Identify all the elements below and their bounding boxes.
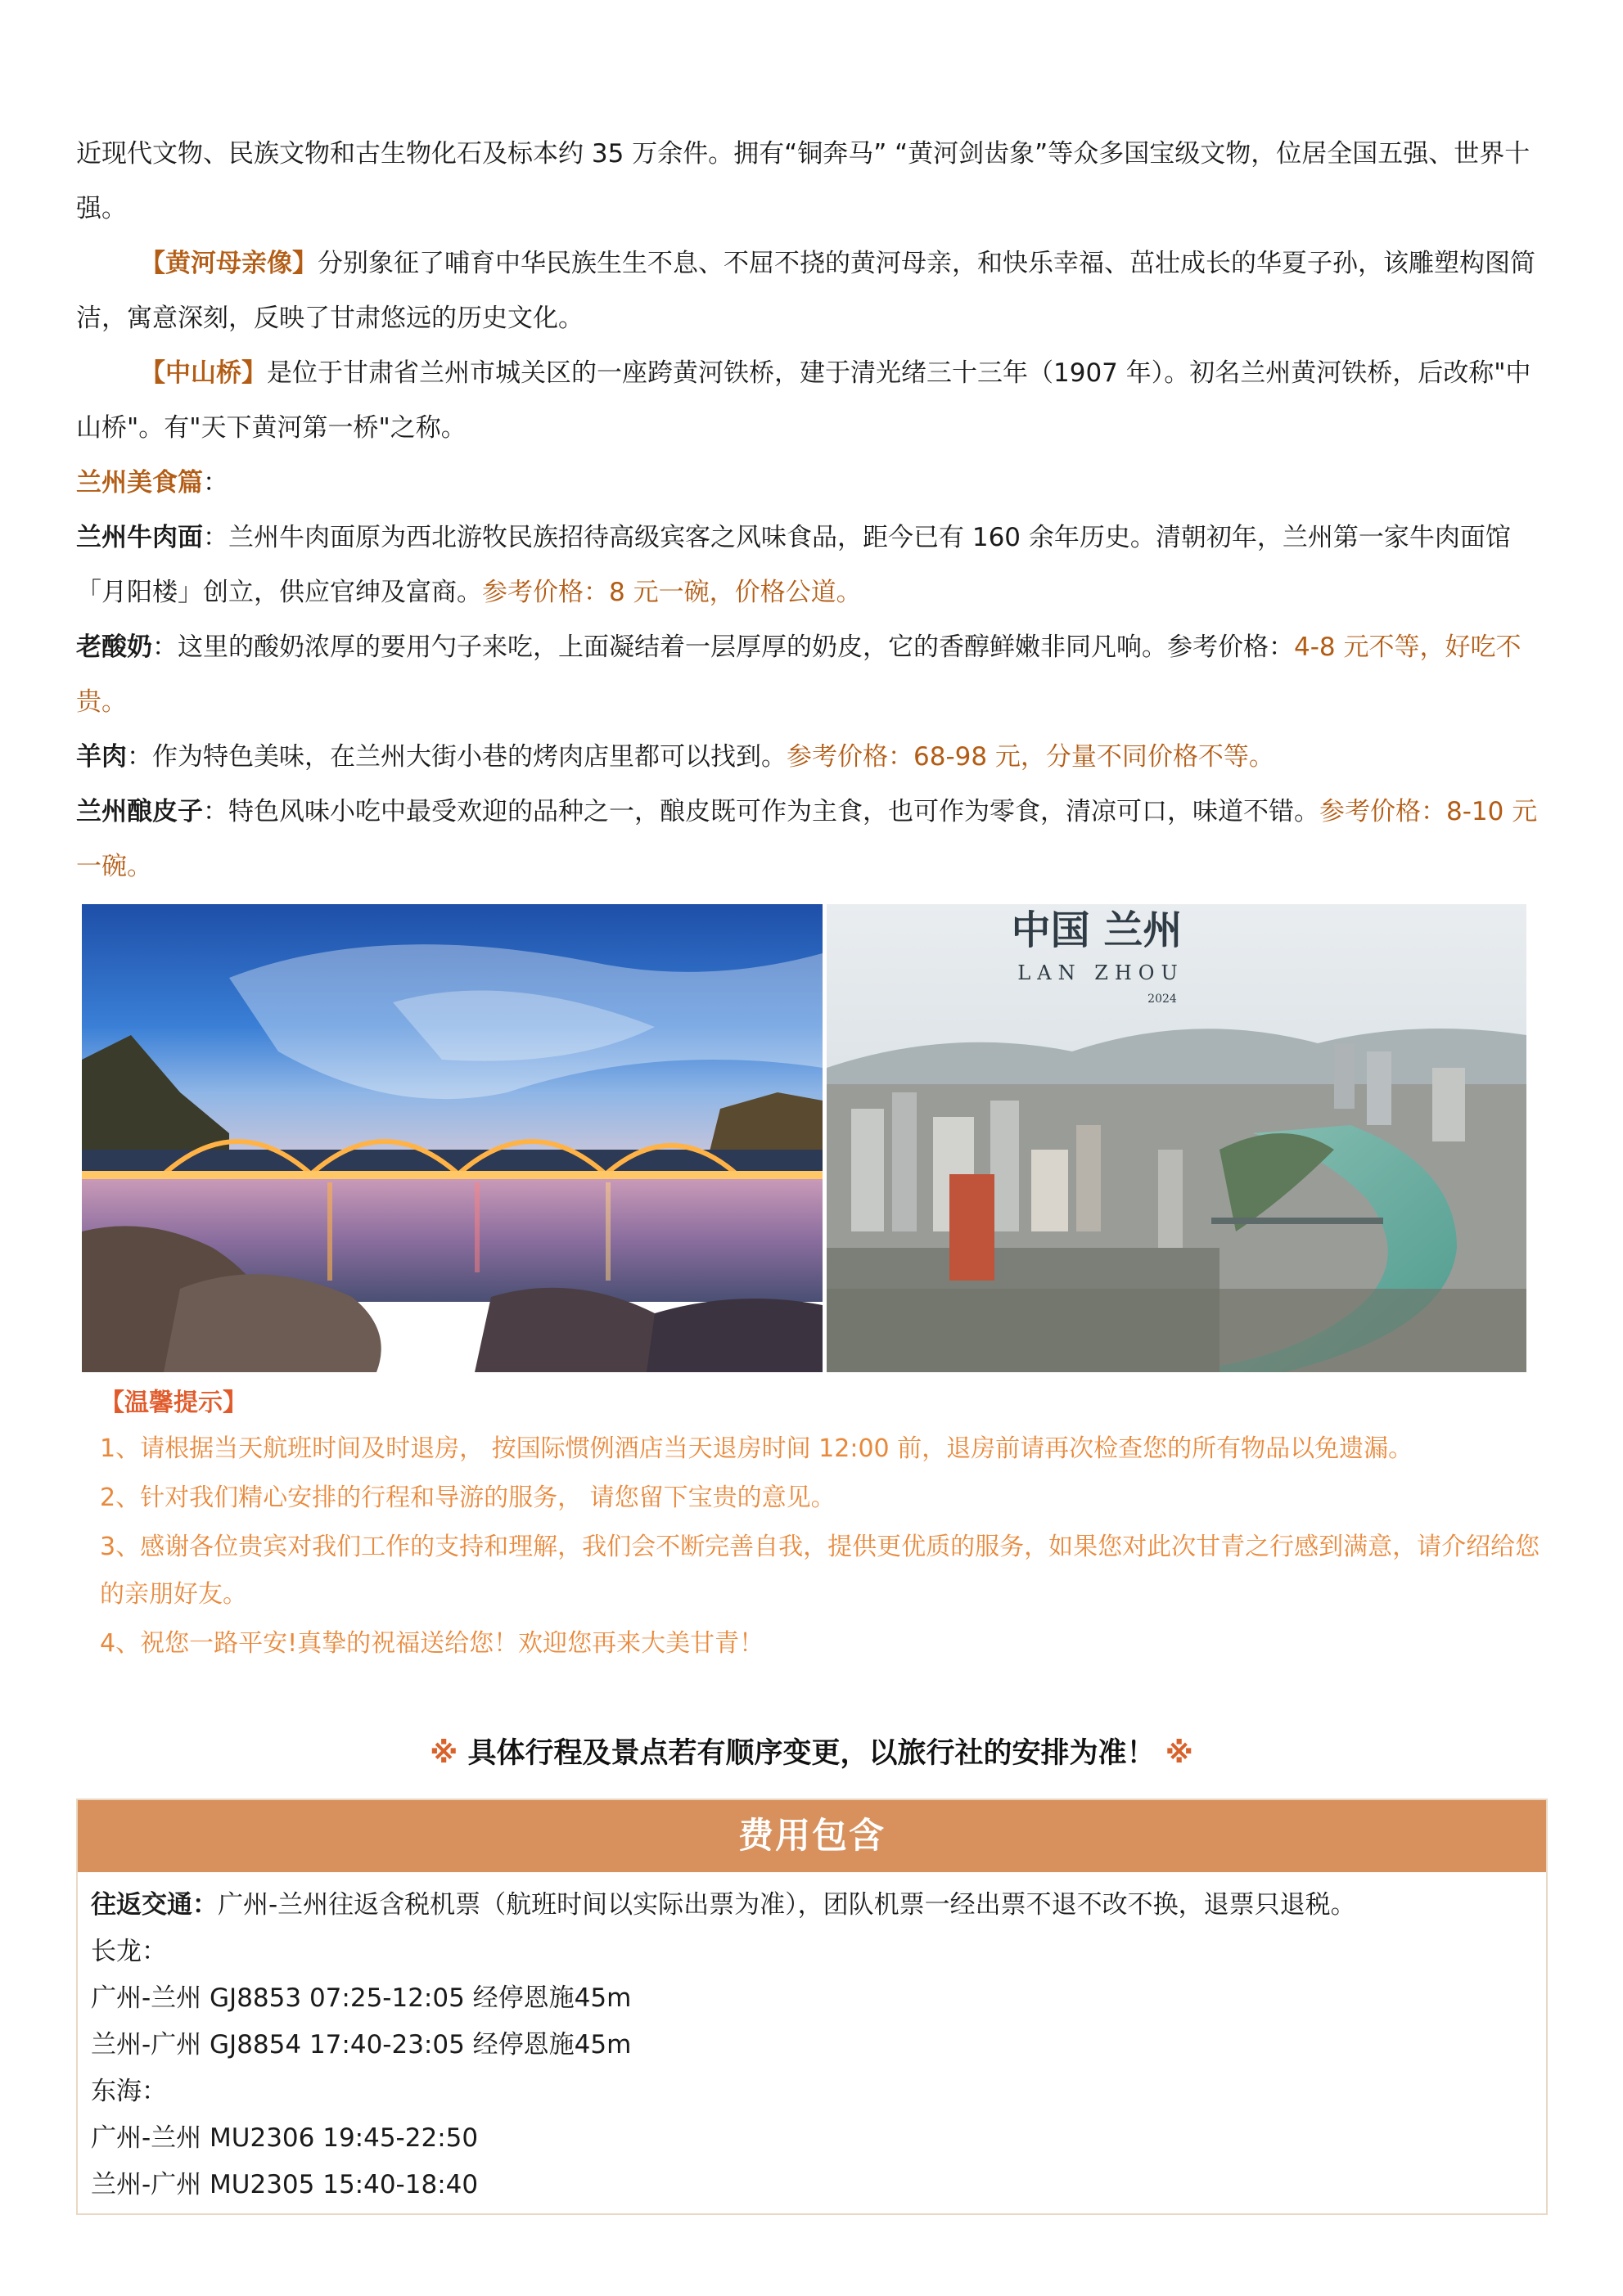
bridge-night-photo: [82, 904, 823, 1372]
tip-item: 2、针对我们精心安排的行程和导游的服务， 请您留下宝贵的意见。: [100, 1483, 836, 1512]
zhongshan-bridge-name: 【中山桥】: [140, 358, 267, 388]
notice-mark-left: ※: [430, 1737, 458, 1770]
tip-item: 4、祝您一路平安!真挚的祝福送给您！欢迎您再来大美甘青！: [100, 1629, 764, 1658]
airline-label: 长龙：: [91, 1937, 167, 1966]
food-item-price: 4-8 元不等，好吃不贵。: [76, 633, 1522, 717]
food-item-name: 兰州酿皮子: [76, 797, 203, 826]
fee-header: 费用包含: [78, 1800, 1546, 1872]
museum-paragraph: 近现代文物、民族文物和古生物化石及标本约 35 万余件。拥有“铜奔马” “黄河剑齿象”等众多国宝级文物，位居全国五强、世界十强。: [76, 139, 1531, 223]
food-item-text: ：兰州牛肉面原为西北游牧民族招待高级宾客之风味食品，距今已有 160 余年历史。清朝初年，兰州第一家牛肉面馆「月阳楼」创立，供应官绅及富商。: [76, 523, 1511, 607]
food-item-name: 兰州牛肉面: [76, 523, 203, 552]
food-item-beef-noodle: [76, 511, 1549, 620]
food-item-yogurt: [76, 620, 1549, 730]
food-section-title: 兰州美食篇: [76, 468, 203, 497]
flight-line: 广州-兰州 MU2306 19:45-22:50: [91, 2123, 479, 2153]
food-item-name: 老酸奶: [76, 633, 152, 662]
flight-line: 兰州-广州 GJ8854 17:40-23:05 经停恩施45m: [91, 2030, 632, 2060]
food-item-name: 羊肉: [76, 742, 127, 772]
text-content: [76, 127, 1549, 894]
mother-statue-name: 【黄河母亲像】: [140, 249, 318, 278]
mother-statue-paragraph: [76, 236, 1549, 346]
notice-mark-right: ※: [1165, 1737, 1193, 1770]
transport-label: 往返交通：: [91, 1890, 218, 1920]
mother-statue-text: 分别象征了哺育中华民族生生不息、不屈不挠的黄河母亲，和快乐幸福、茁壮成长的华夏子孙，该雕塑构图简洁，寓意深刻，反映了甘肃悠远的历史文化。: [76, 249, 1535, 333]
food-item-price: 参考价格：8 元一碗，价格公道。: [482, 578, 862, 607]
food-item-niangpi: [76, 785, 1549, 894]
itinerary-notice: [0, 1731, 1623, 1772]
city-photo-year: 2024: [1147, 993, 1177, 1006]
fee-included-box: [76, 1799, 1548, 2215]
zhongshan-bridge-paragraph: [76, 346, 1549, 456]
transport-paragraph: [91, 1882, 1533, 1929]
flight-line: 广州-兰州 GJ8853 07:25-12:05 经停恩施45m: [91, 1983, 632, 2013]
tip-item: 1、请根据当天航班时间及时退房， 按国际惯例酒店当天退房时间 12:00 前，退房前请再次检查您的所有物品以免遗漏。: [100, 1434, 1413, 1463]
photo-row: [82, 904, 1526, 1372]
food-item-price: 参考价格：8-10 元一碗。: [76, 797, 1538, 881]
food-item-text: ：这里的酸奶浓厚的要用勺子来吃，上面凝结着一层厚厚的奶皮，它的香醇鲜嫩非同凡响。参考价格：: [152, 633, 1294, 662]
food-item-text: ：作为特色美味，在兰州大街小巷的烤肉店里都可以找到。: [127, 742, 787, 772]
transport-text: 广州-兰州往返含税机票（航班时间以实际出票为准），团队机票一经出票不退不改不换，退票只退税。: [218, 1890, 1356, 1920]
zhongshan-bridge-text: 是位于甘肃省兰州市城关区的一座跨黄河铁桥，建于清光绪三十三年（1907 年）。初名兰州黄河铁桥，后改称"中山桥"。有"天下黄河第一桥"之称。: [76, 358, 1531, 443]
airline-label: 东海：: [91, 2077, 167, 2106]
food-item-price: 参考价格：68-98 元，分量不同价格不等。: [787, 742, 1274, 772]
city-photo-title: 中国 兰州: [1011, 907, 1183, 953]
flight-line: 兰州-广州 MU2305 15:40-18:40: [91, 2170, 479, 2199]
city-photo-subtitle: LAN ZHOU: [1017, 961, 1184, 984]
food-item-mutton: [76, 730, 1549, 785]
food-section-heading: [76, 456, 1549, 511]
food-section-colon: ：: [203, 468, 228, 497]
tips-section: [100, 1383, 1557, 1668]
food-item-text: ：特色风味小吃中最受欢迎的品种之一，酿皮既可作为主食，也可作为零食，清凉可口，味道不错。: [203, 797, 1319, 826]
tips-title: 【温馨提示】: [100, 1389, 247, 1417]
fee-body: [78, 1872, 1546, 2208]
tip-item: 3、感谢各位贵宾对我们工作的支持和理解，我们会不断完善自我，提供更优质的服务，如果您对此次甘青之行感到满意，请介绍给您的亲朋好友。: [100, 1533, 1540, 1609]
lanzhou-city-photo: [827, 904, 1526, 1372]
notice-text: 具体行程及景点若有顺序变更，以旅行社的安排为准！: [458, 1737, 1156, 1770]
